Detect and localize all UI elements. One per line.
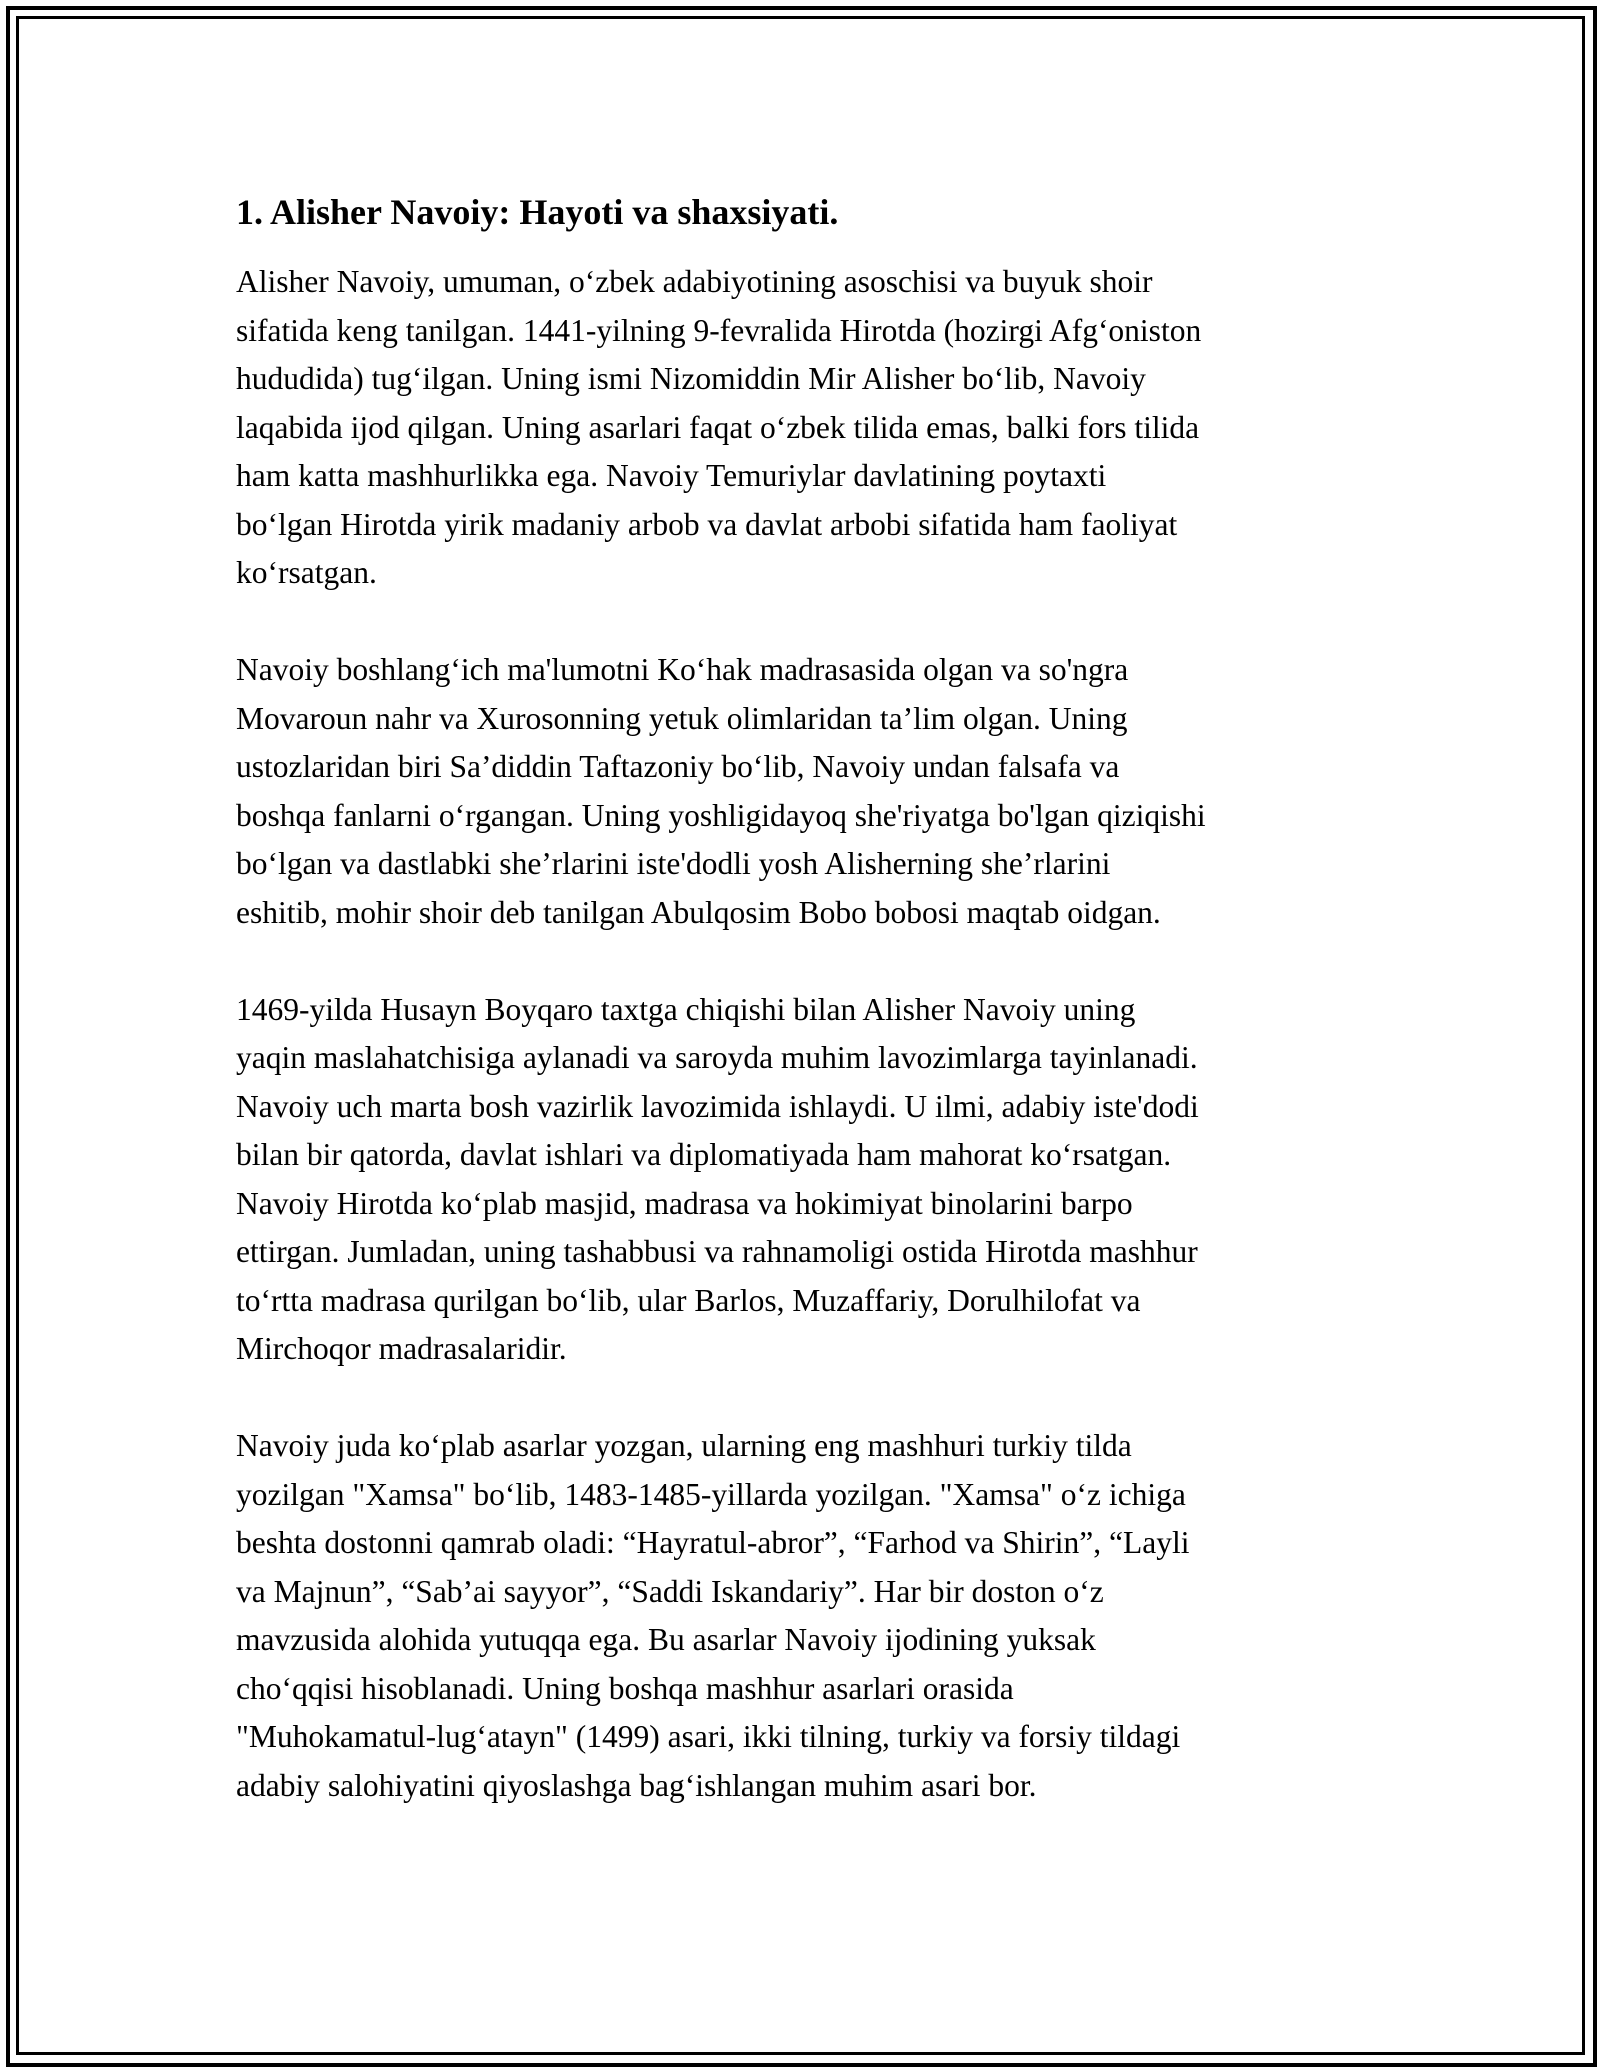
paragraph-2 <box>236 646 1376 937</box>
paragraph-line: yozilgan "Xamsa" bo‘lib, 1483-1485-yillarda yozilgan. "Xamsa" o‘z ichiga <box>236 1476 1186 1512</box>
paragraph-line: Alisher Navoiy, umuman, o‘zbek adabiyotining asoschisi va buyuk shoir <box>236 264 1153 299</box>
paragraph-line: hududida) tug‘ilgan. Uning ismi Nizomiddin Mir Alisher bo‘lib, Navoiy <box>236 361 1146 396</box>
paragraph-line: Navoiy uch marta bosh vazirlik lavozimida ishlaydi. U ilmi, adabiy iste'dodi <box>236 1088 1199 1124</box>
paragraph-line: ko‘rsatgan. <box>236 555 377 590</box>
paragraph-4 <box>236 1422 1376 1810</box>
paragraph-line: eshitib, mohir shoir deb tanilgan Abulqosim Bobo bobosi maqtab oidgan. <box>236 894 1161 930</box>
section-heading: 1. Alisher Navoiy: Hayoti va shaxsiyati. <box>236 192 839 232</box>
paragraph-line: sifatida keng tanilgan. 1441-yilning 9-fevralida Hirotda (hozirgi Afg‘oniston <box>236 312 1202 348</box>
paragraph-line: laqabida ijod qilgan. Uning asarlari faqat o‘zbek tilida emas, balki fors tilida <box>236 409 1200 445</box>
paragraph-line: mavzusida alohida yutuqqa ega. Bu asarlar Navoiy ijodining yuksak <box>236 1622 1096 1657</box>
paragraph-line: Navoiy Hirotda ko‘plab masjid, madrasa va hokimiyat binolarini barpo <box>236 1185 1133 1221</box>
paragraph-line: "Muhokamatul-lug‘atayn" (1499) asari, ikki tilning, turkiy va forsiy tildagi <box>236 1719 1181 1754</box>
paragraph-line: Mirchoqor madrasalaridir. <box>236 1331 567 1366</box>
paragraph-line: beshta dostonni qamrab oladi: “Hayratul-abror”, “Farhod va Shirin”, “Layli <box>236 1525 1190 1560</box>
paragraph-line: yaqin maslahatchisiga aylanadi va saroyda muhim lavozimlarga tayinlanadi. <box>236 1040 1198 1075</box>
paragraph-line: ustozlaridan biri Sa’diddin Taftazoniy bo‘lib, Navoiy undan falsafa va <box>236 749 1120 784</box>
paragraph-1 <box>236 258 1376 598</box>
document-body <box>236 188 1376 1859</box>
paragraph-line: va Majnun”, “Sab’ai sayyor”, “Saddi Iskandariy”. Har bir doston o‘z <box>236 1573 1104 1609</box>
paragraph-line: boshqa fanlarni o‘rgangan. Uning yoshligidayoq she'riyatga bo'lgan qiziqishi <box>236 797 1206 833</box>
paragraph-line: ettirgan. Jumladan, uning tashabbusi va rahnamoligi ostida Hirotda mashhur <box>236 1234 1198 1269</box>
paragraph-line: bo‘lgan Hirotda yirik madaniy arbob va davlat arbobi sifatida ham faoliyat <box>236 506 1178 542</box>
paragraph-line: cho‘qqisi hisoblanadi. Uning boshqa mashhur asarlari orasida <box>236 1670 1014 1706</box>
paragraph-line: to‘rtta madrasa qurilgan bo‘lib, ular Barlos, Muzaffariy, Dorulhilofat va <box>236 1282 1141 1318</box>
paragraph-3 <box>236 986 1376 1374</box>
paragraph-line: bo‘lgan va dastlabki she’rlarini iste'dodli yosh Alisherning she’rlarini <box>236 846 1111 881</box>
paragraph-line: Navoiy juda ko‘plab asarlar yozgan, ularning eng mashhuri turkiy tilda <box>236 1428 1132 1463</box>
paragraph-line: Navoiy boshlang‘ich ma'lumotni Ko‘hak madrasasida olgan va so'ngra <box>236 652 1129 687</box>
paragraph-line: adabiy salohiyatini qiyoslashga bag‘ishlangan muhim asari bor. <box>236 1767 1037 1803</box>
paragraph-line: ham katta mashhurlikka ega. Navoiy Temuriylar davlatining poytaxti <box>236 458 1107 493</box>
paragraph-line: 1469-yilda Husayn Boyqaro taxtga chiqishi bilan Alisher Navoiy uning <box>236 991 1136 1027</box>
paragraph-line: bilan bir qatorda, davlat ishlari va diplomatiyada ham mahorat ko‘rsatgan. <box>236 1137 1172 1172</box>
paragraph-line: Movaroun nahr va Xurosonning yetuk olimlaridan ta’lim olgan. Uning <box>236 700 1128 736</box>
